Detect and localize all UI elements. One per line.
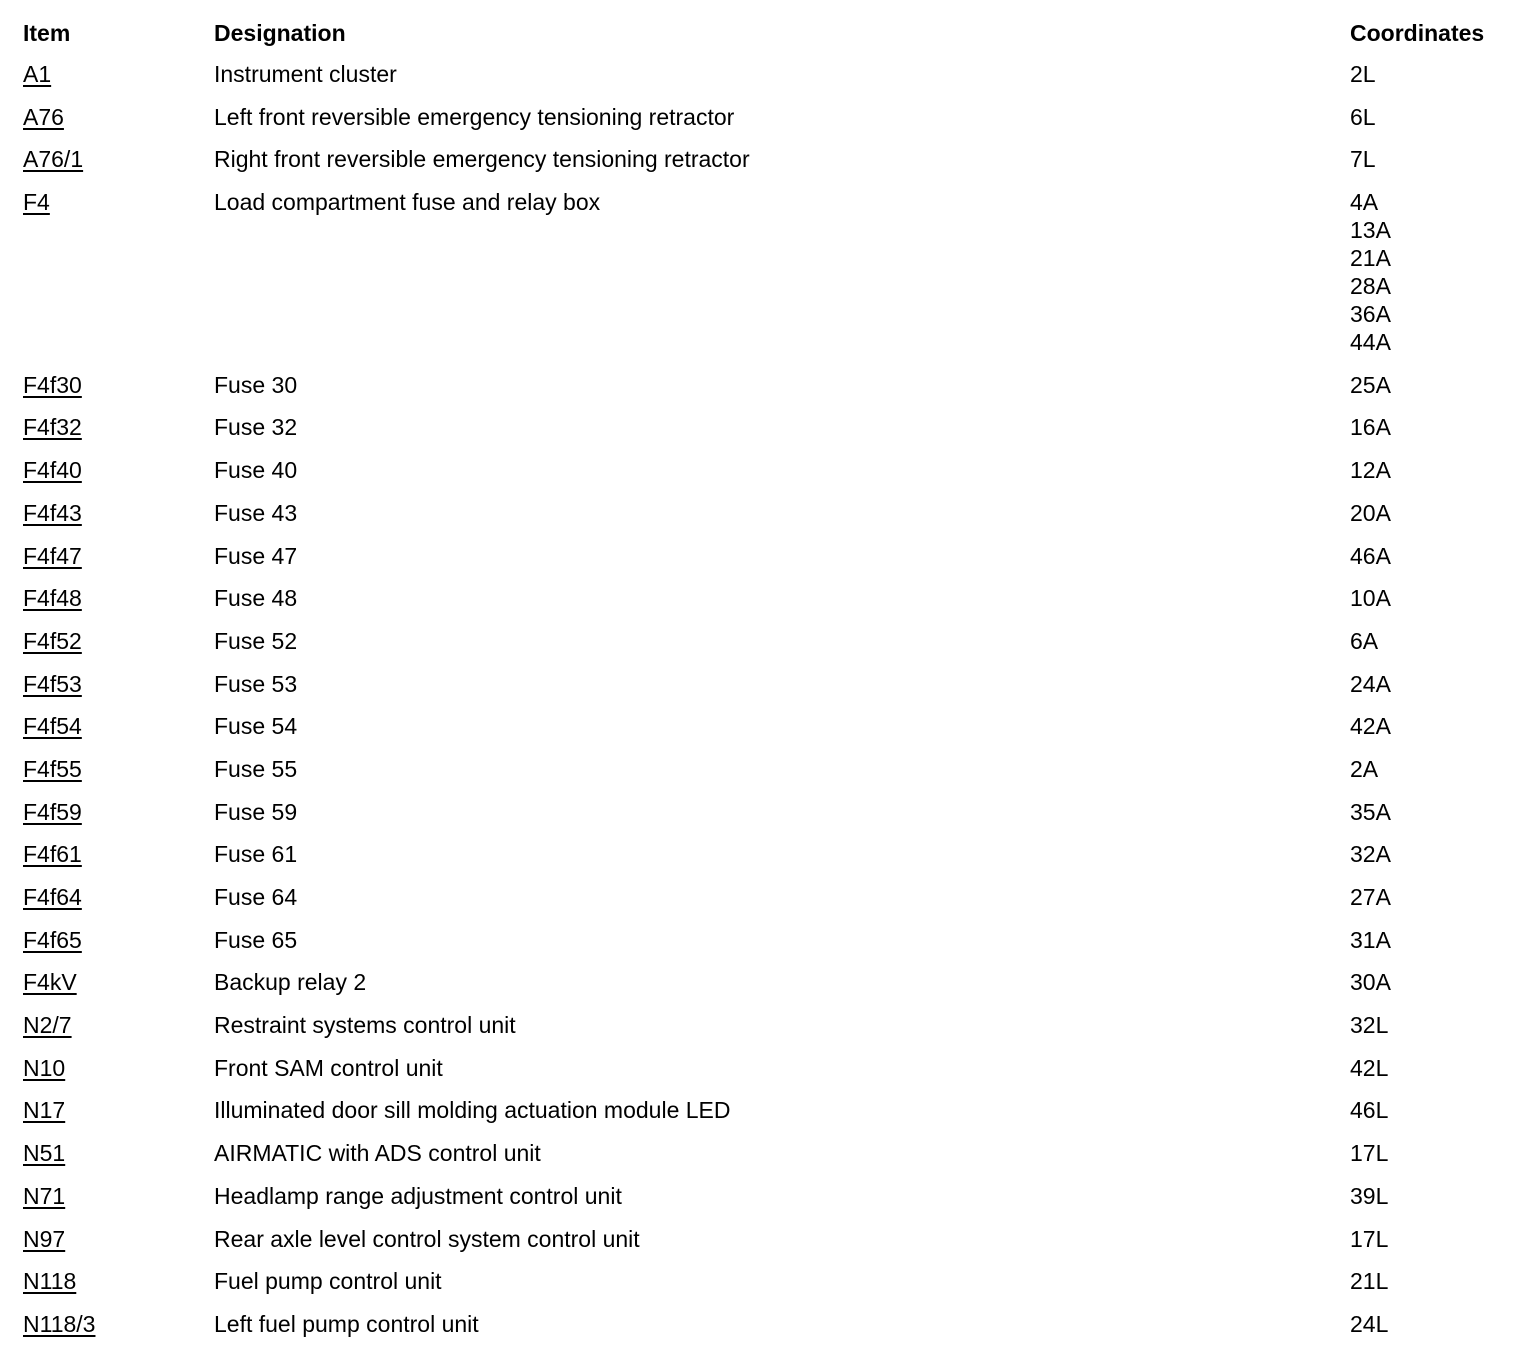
table-row [23,535,1503,578]
coordinate-value: 2L [1350,61,1376,87]
item-cell [23,791,214,834]
item-cell [23,1089,214,1132]
coordinates-cell [1350,449,1503,492]
table-row [23,492,1503,535]
coordinates-cell [1350,96,1503,139]
designation-cell: Fuse 47 [214,542,298,569]
item-link[interactable]: F4f52 [23,627,82,654]
header-row [23,14,1503,53]
coordinate-value: 24A [1350,670,1391,697]
designation-cell: Fuse 59 [214,798,298,825]
item-link[interactable]: F4f64 [23,884,82,910]
designation-cell: Instrument cluster [214,61,397,87]
designation-cell: Fuse 55 [214,755,298,782]
table-row [23,577,1503,620]
coordinate-value: 44A [1350,329,1391,356]
item-link[interactable]: F4f59 [23,798,82,825]
item-link[interactable]: N118/3 [23,1310,96,1337]
table-row [23,53,1503,96]
coordinates-cell [1350,406,1503,449]
coordinate-value: 39L [1350,1182,1389,1209]
coordinate-value: 32A [1350,841,1391,868]
coordinates-cell [1350,1303,1503,1346]
designation-cell: Illuminated door sill molding actuation module LED [214,1097,731,1124]
table-row [23,1132,1503,1175]
item-cell [23,577,214,620]
item-cell [23,138,214,181]
item-cell [23,1218,214,1261]
item-link[interactable]: A76 [23,103,64,130]
item-cell [23,961,214,1004]
coordinates-cell [1350,364,1503,407]
designation-cell: Right front reversible emergency tensioning retractor [214,146,750,173]
coordinate-value: 12A [1350,457,1391,484]
designation-cell: Fuse 32 [214,414,298,441]
item-link[interactable]: F4kV [23,969,77,996]
item-cell [23,1132,214,1175]
coordinate-value: 35A [1350,798,1391,825]
item-link[interactable]: F4f65 [23,926,82,953]
item-link[interactable]: F4f48 [23,585,82,612]
designation-cell: Rear axle level control system control unit [214,1225,640,1252]
table-row [23,620,1503,663]
coordinates-cell [1350,1260,1503,1303]
coordinate-value: 21L [1350,1268,1389,1295]
item-cell [23,449,214,492]
coordinates-cell [1350,961,1503,1004]
item-cell [23,181,214,364]
item-link[interactable]: F4f32 [23,414,82,441]
designation-cell: Fuse 48 [214,585,298,612]
coordinates-cell [1350,1132,1503,1175]
item-cell [23,364,214,407]
item-link[interactable]: F4f55 [23,755,82,782]
item-link[interactable]: A1 [23,61,52,87]
header-coordinates: Coordinates [1350,20,1485,46]
designation-cell: Fuse 43 [214,499,298,526]
item-cell [23,406,214,449]
item-link[interactable]: F4 [23,189,50,216]
coordinates-cell [1350,53,1503,96]
designation-cell: Restraint systems control unit [214,1012,516,1039]
table-row [23,833,1503,876]
coordinates-cell [1350,138,1503,181]
coordinate-value: 42L [1350,1054,1389,1081]
designation-cell: Left front reversible emergency tensioning retractor [214,103,735,130]
item-link[interactable]: A76/1 [23,146,84,173]
item-link[interactable]: F4f53 [23,670,82,697]
designation-cell: Fuel pump control unit [214,1268,442,1295]
designation-cell: Fuse 64 [214,884,298,910]
coordinates-cell [1350,1175,1503,1218]
table-row [23,961,1503,1004]
component-legend-table [23,14,1503,1346]
coordinate-value: 6L [1350,103,1376,130]
coordinate-value: 13A [1350,217,1391,244]
coordinate-value: 16A [1350,414,1391,441]
coordinate-value: 31A [1350,926,1391,953]
designation-cell: Front SAM control unit [214,1054,443,1081]
coordinate-value: 4A [1350,189,1379,216]
table-row [23,364,1503,407]
item-link[interactable]: N2/7 [23,1012,72,1039]
coordinates-cell [1350,705,1503,748]
coordinate-value: 10A [1350,585,1391,612]
table-row [23,181,1503,364]
coordinates-cell [1350,1004,1503,1047]
table-row [23,1303,1503,1346]
designation-cell: Load compartment fuse and relay box [214,189,601,216]
table-row [23,1047,1503,1090]
table-row [23,449,1503,492]
item-cell [23,96,214,139]
table-row [23,1218,1503,1261]
item-cell [23,748,214,791]
table-row [23,663,1503,706]
item-link[interactable]: N71 [23,1182,66,1209]
item-cell [23,535,214,578]
item-cell [23,1004,214,1047]
table-row [23,1089,1503,1132]
item-link[interactable]: F4f40 [23,457,82,484]
designation-cell: Fuse 65 [214,926,298,953]
item-link[interactable]: F4f61 [23,841,82,868]
coordinates-cell [1350,620,1503,663]
coordinate-value: 28A [1350,273,1391,300]
item-link[interactable]: N17 [23,1097,66,1124]
coordinate-value: 2A [1350,755,1379,782]
item-cell [23,53,214,96]
table-row [23,791,1503,834]
item-cell [23,1260,214,1303]
coordinates-cell [1350,535,1503,578]
item-link[interactable]: F4f47 [23,542,82,569]
header-item: Item [23,20,71,46]
item-cell [23,1047,214,1090]
item-cell [23,1303,214,1346]
table-row [23,1004,1503,1047]
table-row [23,876,1503,919]
coordinates-cell [1350,876,1503,919]
designation-cell: Fuse 54 [214,713,298,740]
coordinate-value: 17L [1350,1140,1389,1167]
item-link[interactable]: N10 [23,1054,66,1081]
coordinates-cell [1350,833,1503,876]
item-link[interactable]: N118 [23,1268,77,1295]
designation-cell: Fuse 53 [214,670,298,697]
coordinate-value: 42A [1350,713,1391,740]
designation-cell: Headlamp range adjustment control unit [214,1182,622,1209]
coordinate-value: 46L [1350,1097,1389,1124]
item-cell [23,492,214,535]
designation-cell: Backup relay 2 [214,969,367,996]
designation-cell: Fuse 40 [214,457,298,484]
coordinates-cell [1350,1047,1503,1090]
item-cell [23,1175,214,1218]
item-link[interactable]: N97 [23,1225,66,1252]
designation-cell: AIRMATIC with ADS control unit [214,1140,541,1167]
header-designation: Designation [214,20,346,46]
item-cell [23,833,214,876]
coordinates-cell [1350,919,1503,962]
coordinates-cell [1350,1089,1503,1132]
item-link[interactable]: F4f54 [23,713,82,740]
coordinate-value: 20A [1350,499,1391,526]
coordinates-cell [1350,181,1503,364]
coordinate-value: 24L [1350,1310,1389,1337]
item-cell [23,620,214,663]
item-link[interactable]: N51 [23,1140,66,1167]
coordinate-value: 21A [1350,245,1391,272]
table-row [23,705,1503,748]
designation-cell: Fuse 61 [214,841,298,868]
designation-cell: Fuse 52 [214,627,298,654]
table-row [23,138,1503,181]
table-row [23,748,1503,791]
table-row [23,919,1503,962]
coordinates-cell [1350,1218,1503,1261]
item-cell [23,919,214,962]
item-link[interactable]: F4f30 [23,371,82,398]
coordinate-value: 46A [1350,542,1391,569]
coordinates-cell [1350,577,1503,620]
table-row [23,406,1503,449]
coordinates-cell [1350,492,1503,535]
designation-cell: Fuse 30 [214,371,298,398]
coordinate-value: 17L [1350,1225,1389,1252]
coordinate-value: 6A [1350,627,1379,654]
table-body [23,53,1503,1346]
item-link[interactable]: F4f43 [23,499,82,526]
coordinate-value: 7L [1350,146,1376,173]
table-row [23,1260,1503,1303]
item-cell [23,663,214,706]
coordinates-cell [1350,748,1503,791]
table-row [23,96,1503,139]
coordinates-cell [1350,663,1503,706]
coordinates-cell [1350,791,1503,834]
coordinate-value: 36A [1350,301,1391,328]
designation-cell: Left fuel pump control unit [214,1310,479,1337]
coordinate-value: 32L [1350,1012,1389,1039]
coordinate-value: 27A [1350,884,1391,910]
table-row [23,1175,1503,1218]
coordinate-value: 25A [1350,371,1391,398]
item-cell [23,876,214,919]
coordinate-value: 30A [1350,969,1391,996]
table-header [23,14,1503,53]
item-cell [23,705,214,748]
